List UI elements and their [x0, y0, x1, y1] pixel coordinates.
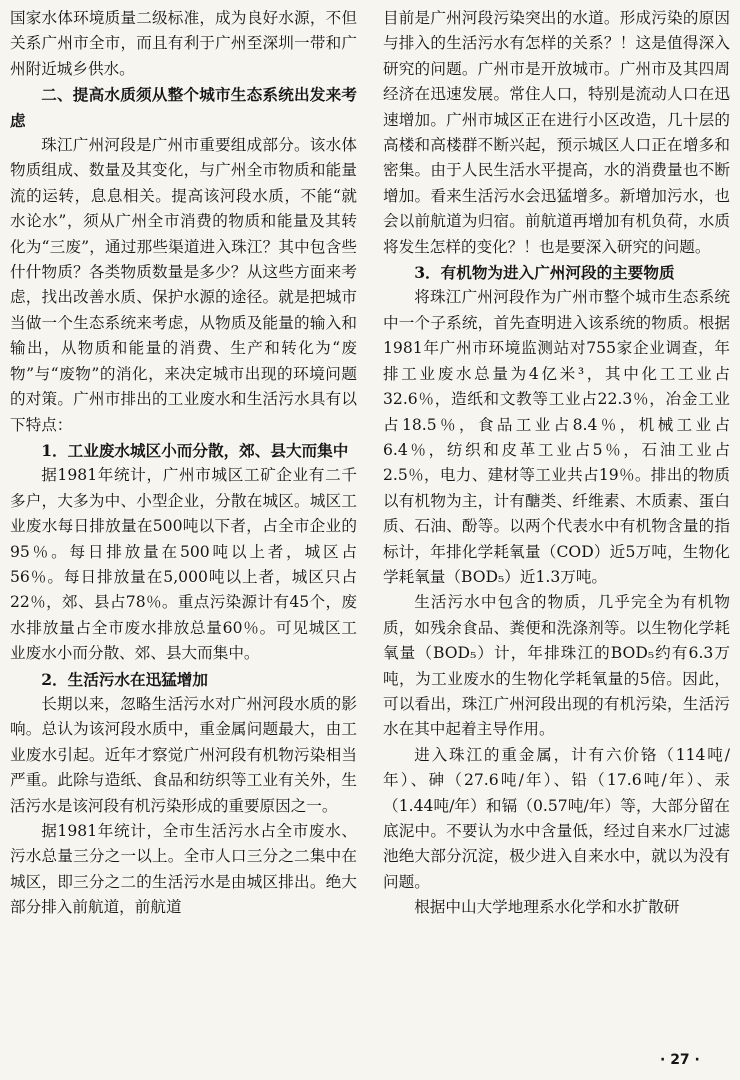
left-column — [10, 6, 357, 921]
paragraph-industrial-wastewater: 据1981年统计，广州市城区工矿企业有二千多户，大多为中、小型企业，分散在城区。城区工业废水每日排放量在500吨以下者，占全市企业的95％。每日排放量在500吨以上者，城区占56％。每日排放量在5,000吨以上者，城区只占22％，郊、县占78％。重点污染源计有45个，废水排放量占全市废水排放总量60％。可见城区工业废水小而分散、郊、县大而集中。 — [10, 466, 357, 663]
subheading-industrial-wastewater: 1．工业废水城区小而分散，郊、县大而集中 — [41, 440, 349, 460]
paragraph-final: 根据中山大学地理系水化学和水扩散研 — [414, 898, 680, 917]
paragraph-continued: 目前是广州河段污染突出的水道。形成污染的原因与排入的生活污水有怎样的关系？！这是值得深入研究的问题。广州市是开放城市。广州市及其四周经济在迅速发展。常住人口，特别是流动人口在迅速增加。广州市城区正在进行小区改造，几十层的高楼和高楼群不断兴起，预示城区人口正在增多和密集。由于人民生活水平提高，水的消费量也不断增加。看来生活污水会迅猛增多。新增加污水，也会以前航道为归宿。前航道再增加有机负荷，水质将发生怎样的变化？！也是要深入研究的问题。 — [383, 9, 730, 256]
paragraph-organic-matter-1: 将珠江广州河段作为广州市整个城市生态系统中一个子系统，首先查明进入该系统的物质。根据1981年广州市环境监测站对755家企业调查，年排工业废水总量为4亿米³，其中化工工业占32.6％，造纸和文教等工业占22.3％，冶金工业占18.5％，食品工业占8.4％，机械工业占6.4％，纺织和皮革工业占5％，石油工业占2.5％，电力、建材等工业共占19％。排出的物质以有机物为主，计有醣类、纤维素、木质素、蛋白质、石油、酚等。以两个代表水中有机物含量的指标计，年排化学耗氧量（COD）近5万吨，生物化学耗氧量（BOD₅）近1.3万吨。 — [383, 288, 730, 586]
paragraph-heavy-metals: 进入珠江的重金属，计有六价铬（114吨/年）、砷（27.6吨/年）、铅（17.6吨/年）、汞（1.44吨/年）和镉（0.57吨/年）等，大部分留在底泥中。不要认为水中含量低，经过自来水厂过滤池绝大部分沉淀，极少进入自来水中，就以为没有问题。 — [383, 745, 730, 891]
paragraph-section-body: 珠江广州河段是广州市重要组成部分。该水体物质组成、数量及其变化，与广州全市物质和能量流的运转，息息相关。提高该河段水质，不能“就水论水”，须从广州全市消费的物质和能量及其转化为“三废”，通过那些渠道进入珠江？其中包含些什什物质？各类物质数量是多少？从这些方面来考虑，找出改善水质、保护水源的途径。就是把城市当做一个生态系统来考虑，从物质及能量的输入和输出，从物质和能量的消费、生产和转化为“废物”与“废物”的消化，来决定城市出现的环境问题的对策。广州市排出的工业废水和生活污水具有以下特点： — [10, 136, 357, 434]
subheading-domestic-sewage: 2．生活污水在迅猛增加 — [41, 669, 208, 689]
paragraph-intro: 国家水体环境质量二级标准，成为良好水源，不但关系广州市全市，而且有利于广州至深圳一带和广州附近城乡供水。 — [10, 9, 357, 78]
page-number: · 27 · — [660, 1052, 700, 1068]
right-column — [383, 6, 730, 921]
paragraph-domestic-sewage-2: 据1981年统计，全市生活污水占全市废水、污水总量三分之一以上。全市人口三分之二集中在城区，即三分之二的生活污水是由城区排出。绝大部分排入前航道，前航道 — [10, 822, 357, 917]
section-heading: 二、提高水质须从整个城市生态系统出发来考虑 — [10, 85, 357, 130]
subheading-organic-matter: 3．有机物为进入广州河段的主要物质 — [414, 263, 675, 283]
paragraph-domestic-sewage-1: 长期以来，忽略生活污水对广州河段水质的影响。总认为该河段水质中，重金属问题最大，由工业废水引起。近年才察觉广州河段有机物污染相当严重。此除与造纸、食品和纺织等工业有关外，生活污水是该河段有机污染形成的重要原因之一。 — [10, 694, 357, 815]
paragraph-organic-matter-2: 生活污水中包含的物质，几乎完全为有机物质，如残余食品、粪便和洗涤剂等。以生物化学耗氧量（BOD₅）计，年排珠江的BOD₅约有6.3万吨，为工业废水的生物化学耗氧量的5倍。因此，可以看出，珠江广州河段出现的有机污染，生活污水在其中起着主导作用。 — [383, 593, 730, 739]
